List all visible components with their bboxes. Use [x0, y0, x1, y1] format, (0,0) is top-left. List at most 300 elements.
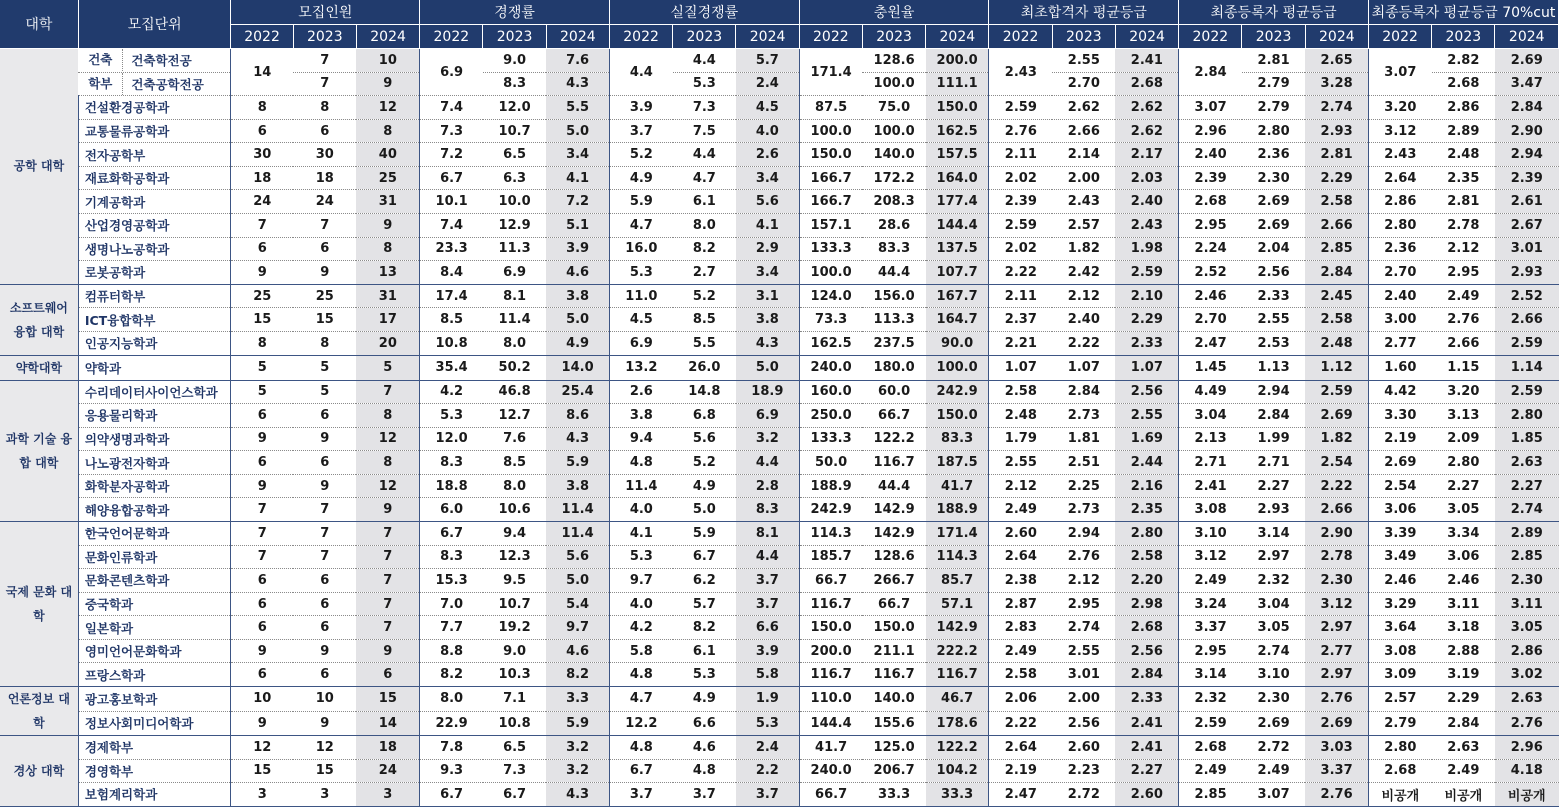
value-cell: 6.6 [736, 616, 799, 640]
value-cell: 250.0 [799, 404, 862, 428]
value-cell: 9 [293, 639, 356, 663]
value-cell: 2.74 [1305, 96, 1368, 120]
value-cell: 142.9 [862, 498, 925, 522]
value-cell: 240.0 [799, 759, 862, 783]
value-cell: 73.3 [799, 308, 862, 332]
dept-name: 영미언어문화학과 [78, 639, 231, 663]
value-cell: 3.2 [546, 736, 609, 760]
value-cell: 2.85 [1179, 783, 1242, 807]
value-cell: 2.55 [1242, 308, 1305, 332]
header-group-real-competition: 실질경쟁률 [609, 0, 799, 25]
value-cell: 2.9 [736, 237, 799, 261]
value-cell: 2.46 [1179, 284, 1242, 308]
value-cell: 30 [293, 143, 356, 167]
value-cell: 7.3 [483, 759, 546, 783]
value-cell: 2.30 [1305, 569, 1368, 593]
value-cell: 2.66 [1305, 498, 1368, 522]
value-cell: 3.12 [1305, 592, 1368, 616]
value-cell: 6 [293, 592, 356, 616]
value-cell: 10.0 [483, 190, 546, 214]
value-cell: 9.0 [483, 639, 546, 663]
value-cell: 2.8 [736, 474, 799, 498]
value-cell: 3 [293, 783, 356, 807]
value-cell: 2.82 [1432, 49, 1495, 73]
value-cell: 164.7 [926, 308, 989, 332]
value-cell: 6.7 [420, 783, 483, 807]
value-cell: 2.51 [1052, 451, 1115, 475]
value-cell: 2.30 [1242, 166, 1305, 190]
table-row [0, 759, 1559, 783]
value-cell: 110.0 [799, 687, 862, 712]
value-cell: 2.73 [1052, 404, 1115, 428]
value-cell: 30 [231, 143, 293, 167]
header-year: 2023 [862, 25, 925, 49]
value-cell: 266.7 [862, 569, 925, 593]
value-cell: 24 [231, 190, 293, 214]
value-cell: 100.0 [799, 261, 862, 285]
value-cell: 20 [356, 331, 419, 355]
value-cell: 8.6 [546, 404, 609, 428]
value-cell: 2.10 [1115, 284, 1178, 308]
value-cell: 2.40 [1052, 308, 1115, 332]
value-cell: 4.42 [1368, 380, 1431, 404]
table-row [0, 736, 1559, 760]
value-cell: 2.64 [1368, 166, 1431, 190]
header-year: 2024 [356, 25, 419, 49]
value-cell: 2.76 [1305, 687, 1368, 712]
value-cell: 5.9 [546, 711, 609, 736]
value-cell: 3.12 [1368, 119, 1431, 143]
value-cell: 2.84 [1495, 96, 1559, 120]
value-cell: 8.0 [420, 687, 483, 712]
value-cell: 17 [356, 308, 419, 332]
value-cell: 162.5 [799, 331, 862, 355]
value-cell: 2.04 [1242, 237, 1305, 261]
dept-name: 한국언어문학과 [78, 521, 231, 545]
value-cell: 2.20 [1115, 569, 1178, 593]
value-cell: 5.5 [673, 331, 736, 355]
value-cell: 3.7 [673, 783, 736, 807]
value-cell: 33.3 [926, 783, 989, 807]
value-cell: 2.23 [1052, 759, 1115, 783]
value-cell: 41.7 [799, 736, 862, 760]
value-cell: 6 [231, 592, 293, 616]
value-cell: 8.5 [420, 308, 483, 332]
value-cell: 6 [293, 237, 356, 261]
value-cell: 1.82 [1052, 237, 1115, 261]
college-cell: 약학대학 [0, 355, 78, 380]
table-body [0, 49, 1559, 807]
value-cell: 2.95 [1052, 592, 1115, 616]
value-cell: 비공개 [1368, 783, 1431, 807]
value-cell: 8.0 [673, 214, 736, 238]
value-cell: 2.12 [1052, 284, 1115, 308]
value-cell: 2.00 [1052, 687, 1115, 712]
value-cell: 2.64 [989, 736, 1052, 760]
value-cell: 4.9 [609, 166, 672, 190]
value-cell: 18 [356, 736, 419, 760]
value-cell: 2.77 [1305, 639, 1368, 663]
value-cell: 2.43 [1368, 143, 1431, 167]
value-cell: 2.59 [1305, 380, 1368, 404]
value-cell: 3.4 [736, 261, 799, 285]
header-year: 2022 [1179, 25, 1242, 49]
value-cell: 2.72 [1242, 736, 1305, 760]
header-group-first-grade: 최초합격자 평균등급 [989, 0, 1179, 25]
value-cell: 2.93 [1495, 261, 1559, 285]
value-cell: 2.13 [1179, 427, 1242, 451]
header-college: 대학 [0, 0, 78, 49]
value-cell: 122.2 [926, 736, 989, 760]
value-cell: 3.29 [1368, 592, 1431, 616]
college-cell: 언론정보 대학 [0, 687, 78, 736]
dept-name: 전자공학부 [78, 143, 231, 167]
value-cell: 9.4 [609, 427, 672, 451]
value-cell: 2.49 [1179, 759, 1242, 783]
value-cell: 185.7 [799, 545, 862, 569]
value-cell: 1.9 [736, 687, 799, 712]
value-cell: 5 [293, 355, 356, 380]
value-cell: 2.27 [1495, 474, 1559, 498]
value-cell: 4.9 [546, 331, 609, 355]
value-cell: 3.3 [546, 687, 609, 712]
value-cell: 2.74 [1495, 498, 1559, 522]
table-row [0, 711, 1559, 736]
value-cell: 160.0 [799, 380, 862, 404]
value-cell: 50.2 [483, 355, 546, 380]
value-cell: 66.7 [862, 592, 925, 616]
value-cell: 2.49 [989, 498, 1052, 522]
value-cell: 2.60 [1052, 736, 1115, 760]
value-cell: 7 [231, 521, 293, 545]
value-cell: 3.28 [1305, 72, 1368, 96]
value-cell: 12 [356, 474, 419, 498]
value-cell: 2.69 [1242, 214, 1305, 238]
value-cell: 172.2 [862, 166, 925, 190]
value-cell: 1.99 [1242, 427, 1305, 451]
value-cell: 10 [356, 49, 419, 73]
value-cell: 6.1 [673, 190, 736, 214]
value-cell: 2.48 [1432, 143, 1495, 167]
value-cell: 3.02 [1495, 663, 1559, 687]
college-cell: 경상 대학 [0, 736, 78, 807]
value-cell: 2.78 [1305, 545, 1368, 569]
value-cell: 7.2 [546, 190, 609, 214]
table-row [0, 616, 1559, 640]
value-cell: 2.76 [1432, 308, 1495, 332]
value-cell: 7.2 [420, 143, 483, 167]
value-cell: 85.7 [926, 569, 989, 593]
value-cell: 3.11 [1432, 592, 1495, 616]
value-cell: 150.0 [799, 143, 862, 167]
value-cell: 2.59 [1495, 380, 1559, 404]
value-cell: 3.47 [1495, 72, 1559, 96]
value-cell: 2.84 [1052, 380, 1115, 404]
value-cell: 4.49 [1179, 380, 1242, 404]
value-cell: 5.0 [673, 498, 736, 522]
value-cell: 2.71 [1242, 451, 1305, 475]
value-cell: 2.54 [1305, 451, 1368, 475]
value-cell: 5.5 [546, 96, 609, 120]
value-cell: 2.84 [1432, 711, 1495, 736]
value-cell: 7 [356, 616, 419, 640]
value-cell: 3.10 [1179, 521, 1242, 545]
value-cell: 2.56 [1052, 711, 1115, 736]
value-cell: 8.5 [673, 308, 736, 332]
value-cell: 5.2 [609, 143, 672, 167]
value-cell: 1.14 [1495, 355, 1559, 380]
dept-name: ICT융합학부 [78, 308, 231, 332]
value-cell: 2.68 [1432, 72, 1495, 96]
value-cell: 2.66 [1305, 214, 1368, 238]
value-cell: 2.90 [1495, 119, 1559, 143]
value-cell: 6 [293, 451, 356, 475]
value-cell: 25 [356, 166, 419, 190]
value-cell: 2.09 [1432, 427, 1495, 451]
value-cell: 40 [356, 143, 419, 167]
value-cell: 2.55 [1052, 49, 1115, 73]
value-cell: 7 [293, 545, 356, 569]
value-cell: 2.84 [1115, 663, 1178, 687]
value-cell: 12.2 [609, 711, 672, 736]
value-cell: 2.97 [1305, 616, 1368, 640]
value-cell: 3.20 [1368, 96, 1431, 120]
table-row [0, 308, 1559, 332]
value-cell: 3 [231, 783, 293, 807]
value-cell: 9 [293, 474, 356, 498]
value-cell: 7 [293, 214, 356, 238]
value-cell: 150.0 [862, 616, 925, 640]
value-cell: 142.9 [862, 521, 925, 545]
value-cell: 222.2 [926, 639, 989, 663]
value-cell: 5.8 [609, 639, 672, 663]
value-cell: 3.07 [1368, 49, 1431, 96]
value-cell: 90.0 [926, 331, 989, 355]
value-cell: 11.0 [609, 284, 672, 308]
table-row [0, 237, 1559, 261]
value-cell: 2.62 [1052, 96, 1115, 120]
value-cell: 2.93 [1305, 119, 1368, 143]
value-cell: 3.00 [1368, 308, 1431, 332]
value-cell: 2.35 [1115, 498, 1178, 522]
value-cell: 1.07 [1052, 355, 1115, 380]
value-cell: 6 [231, 451, 293, 475]
value-cell: 66.7 [799, 569, 862, 593]
value-cell: 3.8 [546, 284, 609, 308]
value-cell: 2.70 [1179, 308, 1242, 332]
value-cell: 9 [231, 474, 293, 498]
value-cell: 3.05 [1242, 616, 1305, 640]
value-cell: 17.4 [420, 284, 483, 308]
value-cell: 1.98 [1115, 237, 1178, 261]
value-cell: 2.68 [1179, 736, 1242, 760]
value-cell: 7.4 [420, 96, 483, 120]
value-cell: 3.37 [1305, 759, 1368, 783]
value-cell: 2.90 [1305, 521, 1368, 545]
value-cell: 22.9 [420, 711, 483, 736]
value-cell: 6.9 [483, 261, 546, 285]
value-cell: 2.62 [1115, 96, 1178, 120]
value-cell: 2.97 [1305, 663, 1368, 687]
value-cell: 2.69 [1242, 190, 1305, 214]
value-cell: 6.0 [420, 498, 483, 522]
value-cell: 157.1 [799, 214, 862, 238]
value-cell: 9 [231, 711, 293, 736]
value-cell: 2.55 [1052, 639, 1115, 663]
value-cell: 8 [356, 404, 419, 428]
value-cell: 60.0 [862, 380, 925, 404]
value-cell: 4.1 [546, 166, 609, 190]
value-cell: 8.3 [420, 545, 483, 569]
value-cell: 9.4 [483, 521, 546, 545]
value-cell: 200.0 [799, 639, 862, 663]
header-group-recruit: 모집인원 [231, 0, 420, 25]
value-cell: 2.70 [1368, 261, 1431, 285]
dept-name: 보험계리학과 [78, 783, 231, 807]
value-cell: 2.69 [1305, 404, 1368, 428]
value-cell: 2.57 [1368, 687, 1431, 712]
header-year: 2022 [420, 25, 483, 49]
value-cell: 7 [293, 521, 356, 545]
value-cell: 3.03 [1305, 736, 1368, 760]
value-cell: 2.12 [1052, 569, 1115, 593]
value-cell: 2.94 [1495, 143, 1559, 167]
dept-name: 기계공학과 [78, 190, 231, 214]
header-year: 2024 [926, 25, 989, 49]
value-cell: 7 [293, 49, 356, 73]
value-cell: 1.12 [1305, 355, 1368, 380]
value-cell: 9 [293, 711, 356, 736]
value-cell: 2.59 [1179, 711, 1242, 736]
value-cell: 5.2 [673, 451, 736, 475]
value-cell: 2.25 [1052, 474, 1115, 498]
value-cell: 2.33 [1115, 331, 1178, 355]
value-cell: 200.0 [926, 49, 989, 73]
value-cell: 2.52 [1179, 261, 1242, 285]
value-cell: 2.12 [989, 474, 1052, 498]
value-cell: 23.3 [420, 237, 483, 261]
value-cell: 2.80 [1242, 119, 1305, 143]
value-cell: 2.46 [1368, 569, 1431, 593]
value-cell: 4.18 [1495, 759, 1559, 783]
value-cell: 2.95 [1179, 639, 1242, 663]
value-cell: 3.05 [1432, 498, 1495, 522]
value-cell: 12.9 [483, 214, 546, 238]
value-cell: 8.2 [546, 663, 609, 687]
value-cell: 2.56 [1242, 261, 1305, 285]
value-cell: 2.59 [989, 96, 1052, 120]
value-cell: 2.84 [1179, 49, 1242, 96]
value-cell: 7.7 [420, 616, 483, 640]
value-cell: 7.3 [420, 119, 483, 143]
value-cell: 2.27 [1115, 759, 1178, 783]
value-cell: 180.0 [862, 355, 925, 380]
value-cell: 122.2 [862, 427, 925, 451]
table-row [0, 143, 1559, 167]
value-cell: 2.63 [1495, 687, 1559, 712]
value-cell: 9 [356, 639, 419, 663]
value-cell: 7.3 [673, 96, 736, 120]
value-cell: 3.20 [1432, 380, 1495, 404]
value-cell: 2.45 [1305, 284, 1368, 308]
value-cell: 3 [356, 783, 419, 807]
value-cell: 2.98 [1115, 592, 1178, 616]
table-row [0, 380, 1559, 404]
value-cell: 3.4 [546, 143, 609, 167]
value-cell: 3.7 [609, 119, 672, 143]
value-cell: 2.61 [1495, 190, 1559, 214]
value-cell: 11.4 [483, 308, 546, 332]
value-cell: 6 [231, 237, 293, 261]
dept-name: 로봇공학과 [78, 261, 231, 285]
table-row [0, 119, 1559, 143]
value-cell: 44.4 [862, 474, 925, 498]
value-cell: 171.4 [926, 521, 989, 545]
value-cell: 2.22 [1052, 331, 1115, 355]
value-cell: 4.5 [736, 96, 799, 120]
value-cell: 3.7 [736, 592, 799, 616]
value-cell: 16.0 [609, 237, 672, 261]
header-year: 2024 [1305, 25, 1368, 49]
value-cell: 5.6 [673, 427, 736, 451]
value-cell: 150.0 [926, 404, 989, 428]
value-cell: 3.49 [1368, 545, 1431, 569]
table-row [0, 355, 1559, 380]
value-cell: 150.0 [926, 96, 989, 120]
value-cell: 6 [293, 663, 356, 687]
value-cell: 3.1 [736, 284, 799, 308]
value-cell: 2.69 [1305, 711, 1368, 736]
value-cell: 6.5 [483, 736, 546, 760]
value-cell: 4.3 [546, 72, 609, 96]
value-cell: 3.34 [1432, 521, 1495, 545]
value-cell: 8.0 [483, 331, 546, 355]
value-cell: 10.1 [420, 190, 483, 214]
dept-name: 문화인류학과 [78, 545, 231, 569]
value-cell: 2.56 [1115, 380, 1178, 404]
value-cell: 2.66 [1052, 119, 1115, 143]
value-cell: 15.3 [420, 569, 483, 593]
value-cell: 2.67 [1495, 214, 1559, 238]
header-unit: 모집단위 [78, 0, 231, 49]
value-cell: 2.43 [989, 49, 1052, 96]
value-cell: 6.2 [673, 569, 736, 593]
value-cell: 2.16 [1115, 474, 1178, 498]
value-cell: 2.87 [989, 592, 1052, 616]
value-cell: 3.8 [546, 474, 609, 498]
value-cell: 2.80 [1432, 451, 1495, 475]
value-cell: 2.39 [989, 190, 1052, 214]
value-cell: 2.74 [1242, 639, 1305, 663]
value-cell: 2.63 [1495, 451, 1559, 475]
value-cell: 7.6 [483, 427, 546, 451]
value-cell: 2.14 [1052, 143, 1115, 167]
value-cell: 19.2 [483, 616, 546, 640]
value-cell: 2.53 [1242, 331, 1305, 355]
value-cell: 2.33 [1242, 284, 1305, 308]
value-cell: 5.0 [736, 355, 799, 380]
value-cell: 3.10 [1242, 663, 1305, 687]
value-cell: 8 [231, 96, 293, 120]
value-cell: 3.01 [1495, 237, 1559, 261]
dept-name-text: 건축학전공 [131, 53, 192, 69]
value-cell: 2.22 [989, 261, 1052, 285]
value-cell: 2.88 [1432, 639, 1495, 663]
value-cell: 2.35 [1432, 166, 1495, 190]
dept-name: 산업경영공학과 [78, 214, 231, 238]
value-cell: 5.9 [609, 190, 672, 214]
value-cell: 2.29 [1115, 308, 1178, 332]
